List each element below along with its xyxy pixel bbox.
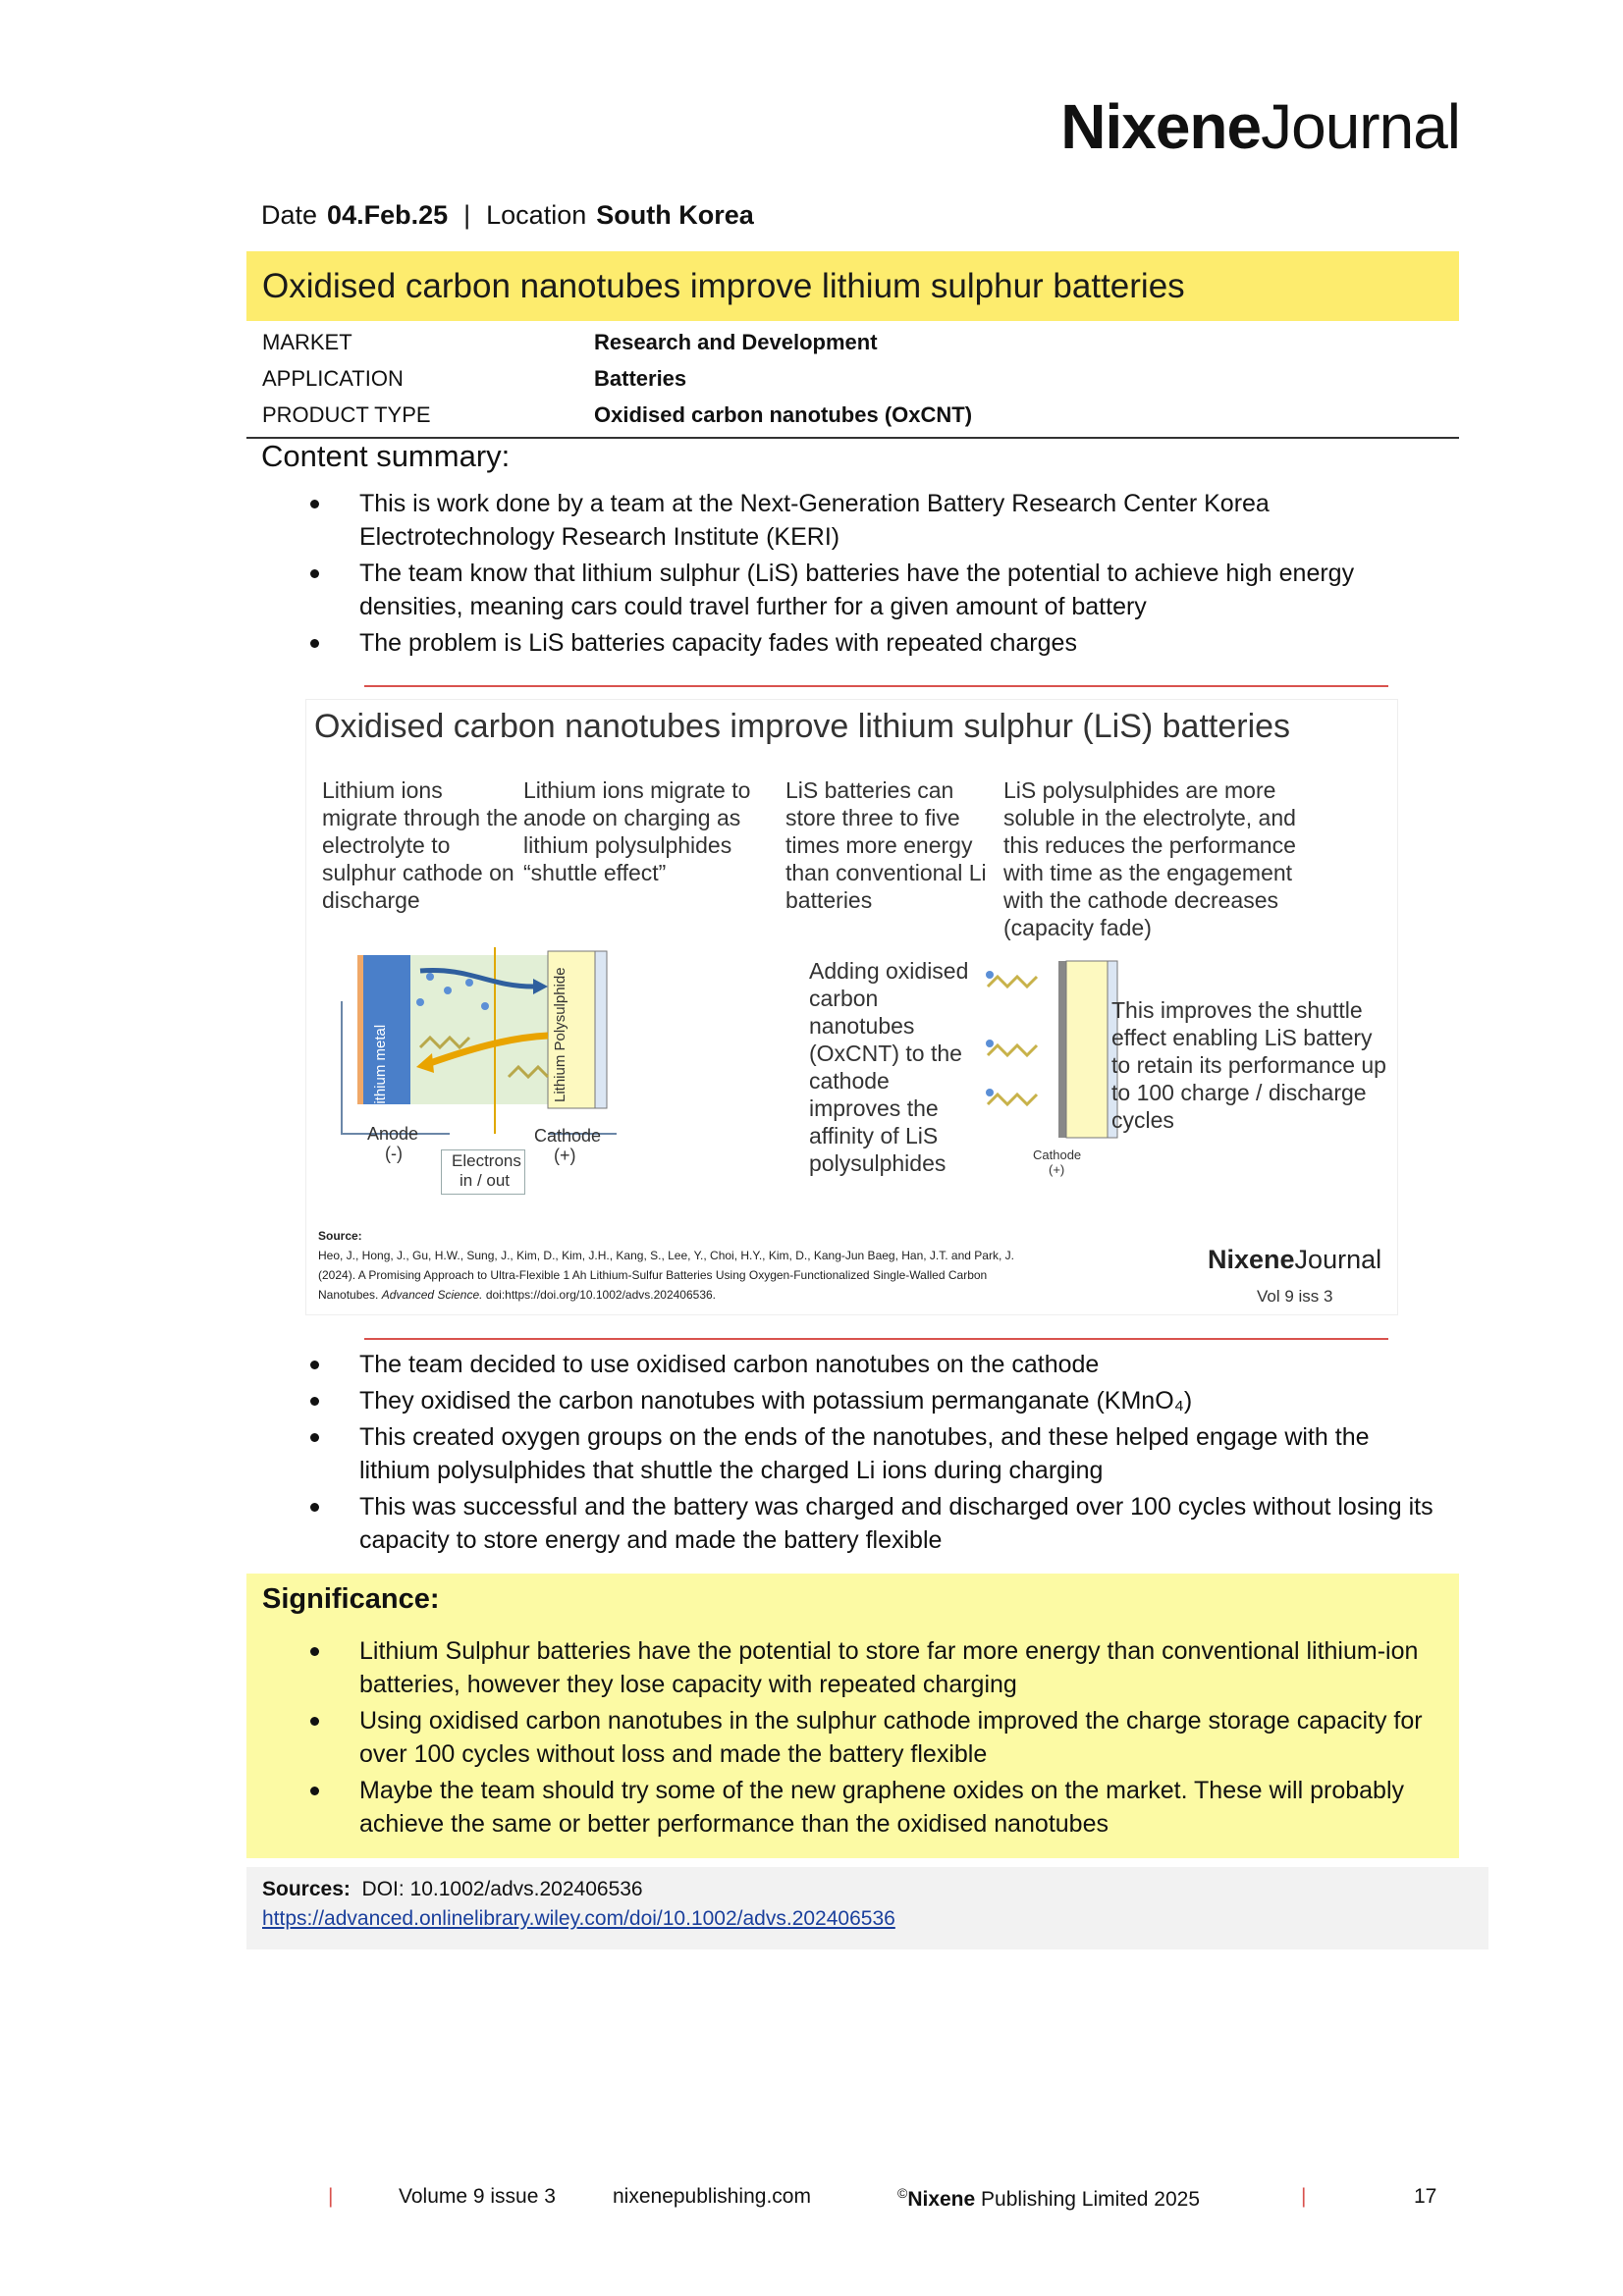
figure-caption-3: LiS batteries can store three to five times more energy than conventional Li batteries bbox=[785, 777, 987, 913]
significance-box bbox=[246, 1574, 1459, 1858]
list-item: This was successful and the battery was charged and discharged over 100 cycles without losing its capacity to store energy and made the battery flexible bbox=[261, 1490, 1439, 1557]
dateline-separator: | bbox=[463, 200, 471, 230]
small-cathode bbox=[1066, 961, 1108, 1138]
cathode-label: Cathode bbox=[534, 1126, 602, 1146]
ion-dot bbox=[426, 973, 434, 981]
list-item: Maybe the team should try some of the new graphene oxides on the market. These will probably achieve the same or better performance than the oxidised nanotubes bbox=[261, 1774, 1449, 1841]
anode-collector bbox=[357, 955, 363, 1104]
journal-masthead: NixeneJournal bbox=[1060, 91, 1460, 162]
list-item: This created oxygen groups on the ends of the nanotubes, and these helped engage with the lithium polysulphides that shuttle the charged Li ions during charging bbox=[261, 1420, 1439, 1487]
list-item: The problem is LiS batteries capacity fades with repeated charges bbox=[261, 626, 1439, 660]
summary-list-bottom bbox=[261, 1348, 1439, 1560]
significance-heading: Significance: bbox=[262, 1583, 440, 1615]
sources-doi-line bbox=[262, 1875, 1473, 1904]
ion-dot bbox=[986, 971, 994, 979]
ion-dot bbox=[481, 1002, 489, 1010]
dateline bbox=[261, 200, 754, 231]
ion-dot bbox=[444, 987, 452, 994]
ion-dot bbox=[465, 979, 473, 987]
figure-caption-1: Lithium ions migrate through the electrolyte to sulphur cathode on discharge bbox=[322, 777, 518, 913]
footer-volume: Volume 9 issue 3 bbox=[399, 2185, 556, 2208]
list-item: The team know that lithium sulphur (LiS) batteries have the potential to achieve high energy densities, meaning cars could travel further for a given amount of battery bbox=[261, 557, 1439, 623]
electrons-label-2: in / out bbox=[460, 1171, 511, 1190]
meta-row-product-type: PRODUCT TYPE Oxidised carbon nanotubes (OxCNT) bbox=[262, 401, 973, 427]
figure-source-line-3: Nanotubes. Advanced Science. doi:https://doi.org/10.1002/advs.202406536. bbox=[318, 1288, 716, 1302]
footer-site: nixenepublishing.com bbox=[613, 2185, 811, 2208]
bullet-icon bbox=[310, 1361, 319, 1369]
anode-sign: (-) bbox=[385, 1144, 403, 1163]
figure-title: Oxidised carbon nanotubes improve lithium sulphur (LiS) batteries bbox=[314, 708, 1291, 745]
polysulphide-chain bbox=[988, 1045, 1037, 1055]
bullet-icon bbox=[310, 1397, 319, 1406]
improves-caption: This improves the shuttle effect enabling LiS battery to retain its performance up to 100 charge / discharge cycles bbox=[1111, 997, 1386, 1133]
page-number: 17 bbox=[1414, 2185, 1437, 2208]
infographic-figure bbox=[305, 699, 1398, 1315]
list-item: They oxidised the carbon nanotubes with potassium permanganate (KMnO₄) bbox=[261, 1384, 1439, 1417]
location-value: South Korea bbox=[596, 200, 754, 230]
bullet-icon bbox=[310, 1647, 319, 1656]
location-label: Location bbox=[486, 200, 587, 230]
figure-volume: Vol 9 iss 3 bbox=[1257, 1287, 1333, 1306]
bullet-icon bbox=[310, 569, 319, 578]
date-value: 04.Feb.25 bbox=[327, 200, 449, 230]
bullet-icon bbox=[310, 1787, 319, 1795]
list-item: Lithium Sulphur batteries have the potential to store far more energy than conventional lithium-ion batteries, however they lose capacity with repeated charging bbox=[261, 1634, 1449, 1701]
adding-oxcnt-caption: Adding oxidised carbon nanotubes (OxCNT) to the cathode improves the affinity of LiS polysulphides bbox=[809, 958, 969, 1176]
ion-dot bbox=[986, 1089, 994, 1096]
oxcnt-layer bbox=[1058, 961, 1066, 1138]
figure-bottom-divider bbox=[364, 1338, 1388, 1340]
list-item: This is work done by a team at the Next-Generation Battery Research Center Korea Electrotechnology Research Institute (KERI) bbox=[261, 487, 1439, 554]
ion-dot bbox=[416, 998, 424, 1006]
list-item: The team decided to use oxidised carbon nanotubes on the cathode bbox=[261, 1348, 1439, 1381]
bullet-icon bbox=[310, 639, 319, 648]
summary-list-top bbox=[261, 487, 1439, 663]
date-label: Date bbox=[261, 200, 318, 230]
meta-row-market: MARKET Research and Development bbox=[262, 329, 878, 354]
lithium-metal-label: Lithium metal bbox=[372, 1024, 389, 1112]
bullet-icon bbox=[310, 500, 319, 508]
figure-caption-4: LiS polysulphides are more soluble in the electrolyte, and this reduces the performance with time as the engagement with the cathode decreases (capacity fade) bbox=[1003, 777, 1296, 940]
footer-pipe-right: | bbox=[1301, 2185, 1307, 2208]
meta-row-application: APPLICATION Batteries bbox=[262, 365, 687, 391]
electrons-label: Electrons bbox=[452, 1151, 521, 1170]
bullet-icon bbox=[310, 1717, 319, 1726]
sources-box bbox=[246, 1867, 1488, 1949]
lithium-polysulphide-label: Lithium Polysulphide bbox=[552, 967, 568, 1102]
figure-top-divider bbox=[364, 685, 1388, 687]
cathode-collector bbox=[595, 951, 607, 1108]
figure-journal-logo: NixeneJournal bbox=[1208, 1245, 1382, 1274]
figure-caption-2: Lithium ions migrate to anode on charging as lithium polysulphides “shuttle effect” bbox=[523, 777, 751, 885]
meta-table bbox=[246, 324, 1459, 439]
cathode-sign: (+) bbox=[554, 1146, 576, 1165]
polysulphide-chain bbox=[988, 1095, 1037, 1104]
significance-list bbox=[261, 1634, 1449, 1843]
sources-label: Sources: bbox=[262, 1878, 351, 1900]
footer-pipe-left: | bbox=[328, 2185, 334, 2208]
polysulphide-chain bbox=[988, 977, 1037, 987]
footer-copyright: ©Nixene Publishing Limited 2025 bbox=[897, 2185, 1201, 2211]
figure-source-label: Source: bbox=[318, 1229, 362, 1243]
sources-doi: DOI: 10.1002/advs.202406536 bbox=[361, 1878, 643, 1900]
list-item: Using oxidised carbon nanotubes in the sulphur cathode improved the charge storage capacity for over 100 cycles without loss and made the battery flexible bbox=[261, 1704, 1449, 1771]
battery-cell-diagram bbox=[322, 947, 617, 1153]
bullet-icon bbox=[310, 1433, 319, 1442]
sources-link[interactable]: https://advanced.onlinelibrary.wiley.com/doi/10.1002/advs.202406536 bbox=[262, 1907, 895, 1930]
figure-source-line-2: (2024). A Promising Approach to Ultra-Flexible 1 Ah Lithium-Sulfur Batteries Using Oxygen-Functionalized Single-Walled Carbon bbox=[318, 1268, 988, 1282]
bullet-icon bbox=[310, 1503, 319, 1512]
content-summary-heading: Content summary: bbox=[261, 439, 511, 473]
figure-source-line-1: Heo, J., Hong, J., Gu, H.W., Sung, J., Kim, D., Kim, J.H., Kang, S., Lee, Y., Choi, H.Y., Kim, D., Kang-Jun Baeg, Han, J.T. and Park, J. bbox=[318, 1249, 1014, 1262]
article-title: Oxidised carbon nanotubes improve lithium sulphur batteries bbox=[246, 251, 1459, 321]
small-cathode-sign: (+) bbox=[1049, 1162, 1065, 1177]
anode-label: Anode bbox=[367, 1124, 419, 1144]
ion-dot bbox=[986, 1040, 994, 1047]
small-cathode-label: Cathode bbox=[1033, 1148, 1082, 1162]
